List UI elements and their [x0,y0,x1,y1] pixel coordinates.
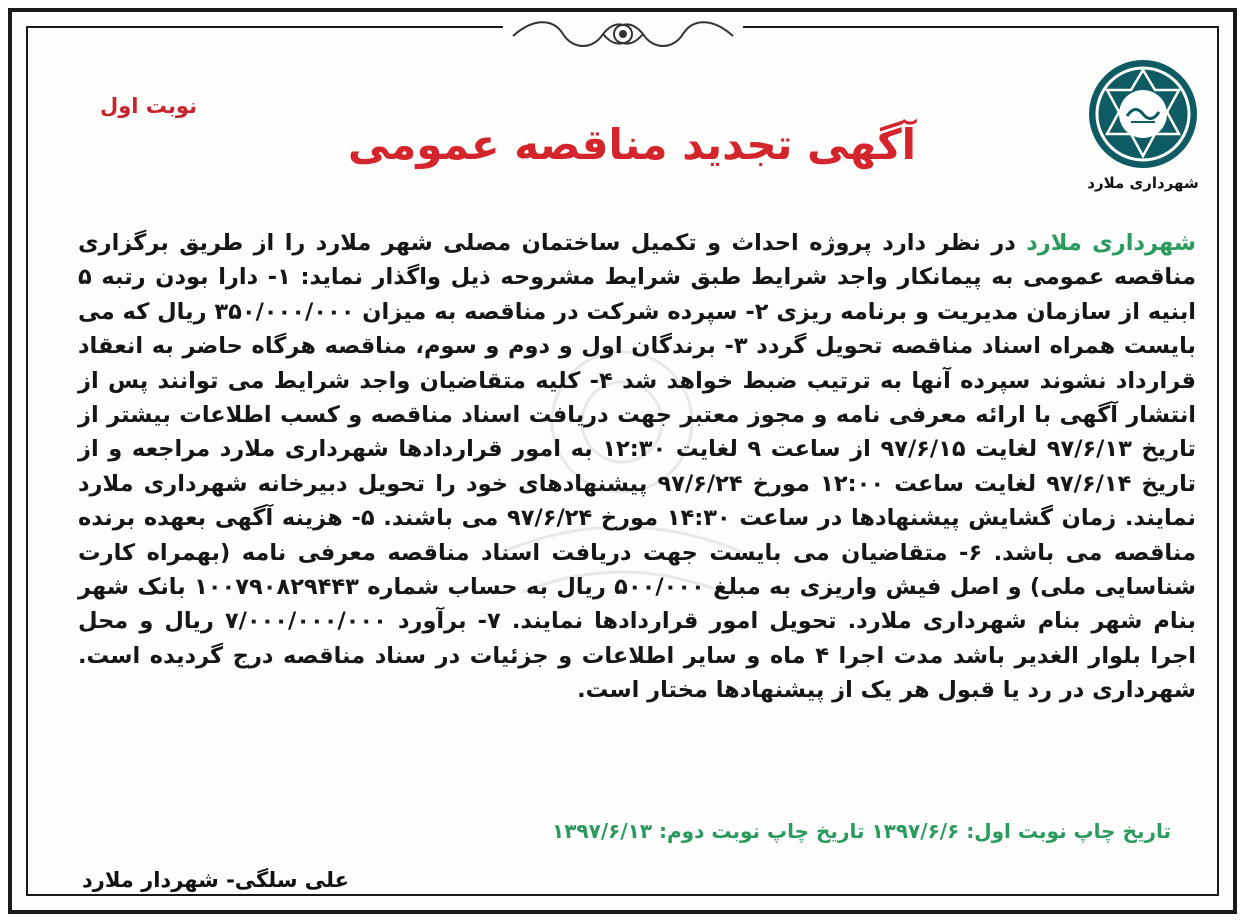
logo-caption: شهرداری ملارد [1087,174,1199,192]
notice-body [78,226,1196,708]
signer-name: علی سلگی- شهردار ملارد [82,868,349,892]
print-dates: تاریخ چاپ نوبت اول: ۱۳۹۷/۶/۶ تاریخ چاپ نوبت دوم: ۱۳۹۷/۶/۱۳ [552,819,1171,843]
notice-title: آگهی تجدید مناقصه عمومی [347,120,917,169]
round-label: نوبت اول [100,94,197,118]
notice-text: در نظر دارد پروژه احداث و تکمیل ساختمان مصلی شهر ملارد را از طریق برگزاری مناقصه عمومی به پیمانکار واجد شرایط طبق شرایط مشروحه ذیل واگذار نماید: ۱- دارا بودن رتبه ۵ ابنیه از سازمان مدیریت و برنامه ریزی ۲- سپرده شرکت در مناقصه به میزان ۳۵۰/۰۰۰/۰۰۰ ریال که می بایست همراه اسناد مناقصه تحویل گردد ۳- برندگان اول و دوم و سوم، مناقصه هرگاه حاضر به انعقاد قرارداد نشوند سپرده آنها به ترتیب ضبط خواهد شد ۴- کلیه متقاضیان واجد شرایط می توانند پس از انتشار آگهی با ارائه معرفی نامه و مجوز معتبر جهت دریافت اسناد مناقصه و کسب اطلاعات بیشتر از تاریخ ۹۷/۶/۱۳ لغایت ۹۷/۶/۱۵ از ساعت ۹ لغایت ۱۲:۳۰ به امور قراردادها شهرداری ملارد مراجعه و از تاریخ ۹۷/۶/۱۴ لغایت ساعت ۱۲:۰۰ مورخ ۹۷/۶/۲۴ پیشنهادهای خود را تحویل دبیرخانه شهرداری ملارد نمایند. زمان گشایش پیشنهادها در ساعت ۱۴:۳۰ مورخ ۹۷/۶/۲۴ می باشند. ۵- هزینه آگهی بعهده برنده مناقصه می باشد. ۶- متقاضیان می بایست جهت دریافت اسناد مناقصه معرفی نامه (بهمراه کارت شناسایی ملی) و اصل فیش واریزی به مبلغ ۵۰۰/۰۰۰ ریال به حساب شماره ۱۰۰۷۹۰۸۲۹۴۴۳ بانک شهر بنام شهر بنام شهرداری ملارد. تحویل امور قراردادها نمایند. ۷- برآورد ۷/۰۰۰/۰۰۰/۰۰۰ ریال و محل اجرا بلوار الغدیر باشد مدت اجرا ۴ ماه و سایر اطلاعات و جزئیات در سناد مناقصه درج گردیده است. شهرداری در رد یا قبول هر یک از پیشنهادها مختار است. [78,230,1197,704]
notice-frame [8,8,1237,914]
municipality-logo [1083,56,1203,206]
municipality-emblem-icon [1083,56,1203,174]
decorative-ornament-icon [503,14,743,54]
issuer-name: شهرداری ملارد [1026,230,1196,256]
